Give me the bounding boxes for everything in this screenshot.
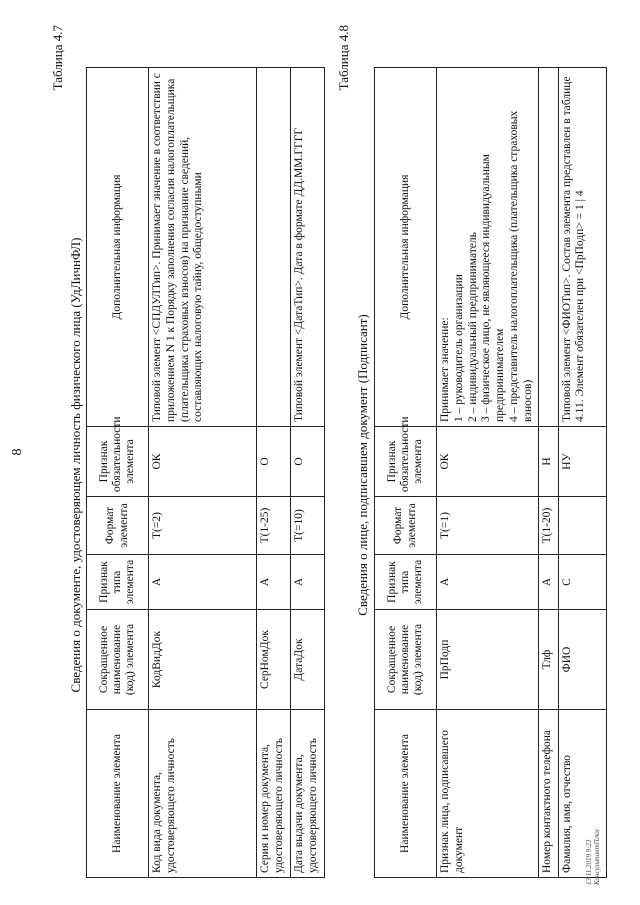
info-line: 4 – представитель налогоплательщика (плательщика страховых взносов) xyxy=(507,110,534,422)
cell-info: Типовой элемент <СПДУЛТип>. Принимает значение в соответствии с приложением N 1 к Порядку заполнения согласия налогоплательщика (плательщика страховых взносов) на признание сведений, составляющих налоговую тайну, общедоступными xyxy=(149,68,257,427)
table-row xyxy=(257,68,291,878)
table-row xyxy=(149,68,257,878)
cell-required: О xyxy=(291,427,325,497)
cell-format: T(=10) xyxy=(291,497,325,555)
cell-code: ДатаДок xyxy=(291,610,325,710)
stamp-line: 13.11.2019 9:23 xyxy=(585,839,593,885)
cell-type: А xyxy=(437,555,539,610)
cell-name: Дата выдачи документа, удостоверяющего личность xyxy=(291,710,325,878)
cell-type: А xyxy=(291,555,325,610)
cell-required: О xyxy=(257,427,291,497)
table-4-8 xyxy=(374,67,607,878)
table-header-row xyxy=(375,68,437,878)
cell-format: T(=2) xyxy=(149,497,257,555)
table-4-7-caption: Сведения о документе, удостоверяющем личность физического лица (УдЛичнФЛ) xyxy=(68,237,83,693)
cell-type: А xyxy=(257,555,291,610)
table-row xyxy=(558,68,606,878)
info-line: 1 – руководитель организации xyxy=(452,274,465,422)
table-4-8-caption: Сведения о лице, подписавшем документ (Подписант) xyxy=(355,314,370,616)
header-type: Признак типа элемента xyxy=(87,555,149,610)
table-4-8-label: Таблица 4.8 xyxy=(336,25,351,91)
info-line: Принимает значение: xyxy=(439,317,451,422)
info-line: 3 – физическое лицо, не являющееся индивидуальным предпринимателем xyxy=(480,154,507,422)
header-format: Формат элемента xyxy=(375,497,437,555)
cell-required: НУ xyxy=(558,427,606,497)
cell-code: Тлф xyxy=(538,610,558,710)
cell-required: Н xyxy=(538,427,558,497)
cell-name: Серия и номер документа, удостоверяющего личность xyxy=(257,710,291,878)
cell-format: T(1-25) xyxy=(257,497,291,555)
cell-info xyxy=(437,68,539,427)
table-row xyxy=(538,68,558,878)
cell-name: Номер контактного телефона xyxy=(538,710,558,878)
cell-info xyxy=(538,68,558,427)
cell-name: Код вида документа, удостоверяющего личность xyxy=(149,710,257,878)
header-required: Признак обязательности элемента xyxy=(87,427,149,497)
header-code: Сокращенное наименование (код) элемента xyxy=(375,610,437,710)
header-name: Наименование элемента xyxy=(375,710,437,878)
table-row xyxy=(437,68,539,878)
header-info: Дополнительная информация xyxy=(87,68,149,427)
header-type: Признак типа элемента xyxy=(375,555,437,610)
cell-format: T(=1) xyxy=(437,497,539,555)
print-stamp xyxy=(585,828,602,885)
header-format: Формат элемента xyxy=(87,497,149,555)
cell-code: КодВидДок xyxy=(149,610,257,710)
table-header-row xyxy=(87,68,149,878)
cell-info: Типовой элемент <ДатаТип>. Дата в формате ДД.ММ.ГГГГ xyxy=(291,68,325,427)
cell-type: С xyxy=(558,555,606,610)
table-row xyxy=(291,68,325,878)
table-4-7 xyxy=(86,67,325,878)
header-required: Признак обязательности элемента xyxy=(375,427,437,497)
cell-format: T(1-20) xyxy=(538,497,558,555)
table-4-7-label: Таблица 4.7 xyxy=(50,25,65,91)
cell-type: А xyxy=(149,555,257,610)
cell-required: ОК xyxy=(149,427,257,497)
info-line: 2 – индивидуальный предприниматель xyxy=(466,232,479,422)
cell-code: СерНомДок xyxy=(257,610,291,710)
cell-name: Признак лица, подписавшего документ xyxy=(437,710,539,878)
cell-required: ОК xyxy=(437,427,539,497)
header-code: Сокращенное наименование (код) элемента xyxy=(87,610,149,710)
page-number: 8 xyxy=(10,448,25,456)
header-name: Наименование элемента xyxy=(87,710,149,878)
cell-code: ФИО xyxy=(558,610,606,710)
cell-code: ПрПодп xyxy=(437,610,539,710)
cell-info xyxy=(257,68,291,427)
stamp-line: КонсультантПлюс xyxy=(593,828,602,885)
cell-type: А xyxy=(538,555,558,610)
cell-format xyxy=(558,497,606,555)
cell-info: Типовой элемент <ФИОТип>. Состав элемента представлен в таблице 4.11. Элемент обязателен при <ПрПодп> = 1 | 4 xyxy=(558,68,606,427)
cell-name: Фамилия, имя, отчество xyxy=(558,710,606,878)
header-info: Дополнительная информация xyxy=(375,68,437,427)
